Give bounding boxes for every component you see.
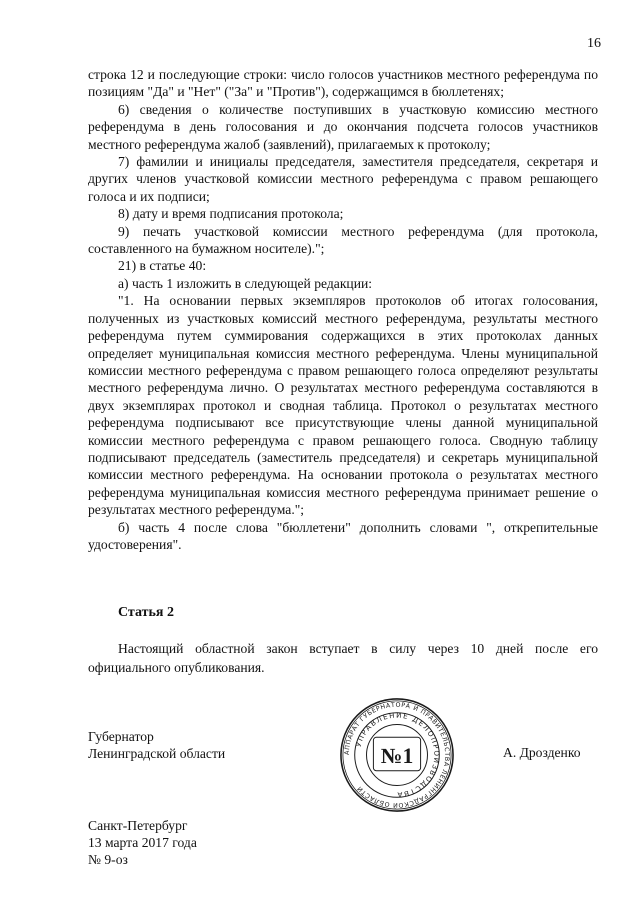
signer-title <box>88 728 225 763</box>
body-paragraph: 8) дату и время подписания протокола; <box>118 206 344 222</box>
seal-number: №1 <box>380 743 414 768</box>
page-number: 16 <box>587 36 601 51</box>
body-paragraph: 7) фамилии и инициалы председателя, заместителя председателя, секретаря и других членов участковой комиссии местного референдума с правом решающего голоса и их подписи; <box>88 154 598 204</box>
signer-name: А. Дрозденко <box>503 745 581 760</box>
document-footer <box>88 817 197 868</box>
body-text <box>88 66 598 553</box>
body-paragraph: 6) сведения о количестве поступивших в участковую комиссию местного референдума в день голосования и до окончания подсчета голосов участников местного референдума жалоб (заявлений), прилагаемых к протоколу; <box>88 101 598 152</box>
seal-inner-text: УПРАВЛЕНИЕ ДЕЛОПРОИЗВОДСТВА <box>353 710 442 800</box>
body-paragraph: б) часть 4 после слова "бюллетени" дополнить словами ", открепительные удостоверения". <box>88 519 598 552</box>
body-paragraph: строка 12 и последующие строки: число голосов участников местного референдума по позициям "Да" и "Нет" ("За" и "Против"), содержащимся в бюллетенях; <box>88 67 598 100</box>
article-heading: Статья 2 <box>118 605 174 620</box>
footer-date: 13 марта 2017 года <box>88 835 197 850</box>
footer-city: Санкт-Петербург <box>88 818 188 833</box>
seal-outer-text: АППАРАТ ГУБЕРНАТОРА И ПРАВИТЕЛЬСТВА ЛЕНИНГРАДСКОЙ ОБЛАСТИ <box>343 701 451 809</box>
body-paragraph: 21) в статье 40: <box>118 258 207 274</box>
article-paragraph: Настоящий областной закон вступает в силу через 10 дней после его официального опубликования. <box>88 641 598 675</box>
body-paragraph: а) часть 1 изложить в следующей редакции: <box>118 275 373 291</box>
body-paragraph: 9) печать участковой комиссии местного референдума (для протокола, составленного на бумажном носителе)."; <box>88 223 598 257</box>
official-seal <box>338 696 456 814</box>
article-body <box>88 639 598 677</box>
body-paragraph: "1. На основании первых экземпляров протоколов об итогах голосования, полученных из участковых комиссий местного референдума, результаты местного референдума путем суммирования содержащихся в этих протоколах данных определяет муниципальная комиссия местного референдума. Члены муниципальной комиссии местного референдума с правом решающего голоса определяют результаты местного референдума лично. О результатах местного референдума составляются в двух экземплярах протокол и сводная таблица. Протокол о результатах местного референдума подписывают все присутствующие члены данной муниципальной комиссии местного референдума с правом решающего голоса. Сводную таблицу подписывают председатель (заместитель председателя) и секретарь муниципальной комиссии местного референдума. На основании протокола о результатах местного референдума муниципальная комиссия местного референдума принимает решение о результатах местного референдума."; <box>88 293 598 518</box>
signer-title-line2: Ленинградской области <box>88 746 226 762</box>
signer-title-line1: Губернатор <box>88 729 154 744</box>
footer-number: № 9-оз <box>88 852 128 867</box>
